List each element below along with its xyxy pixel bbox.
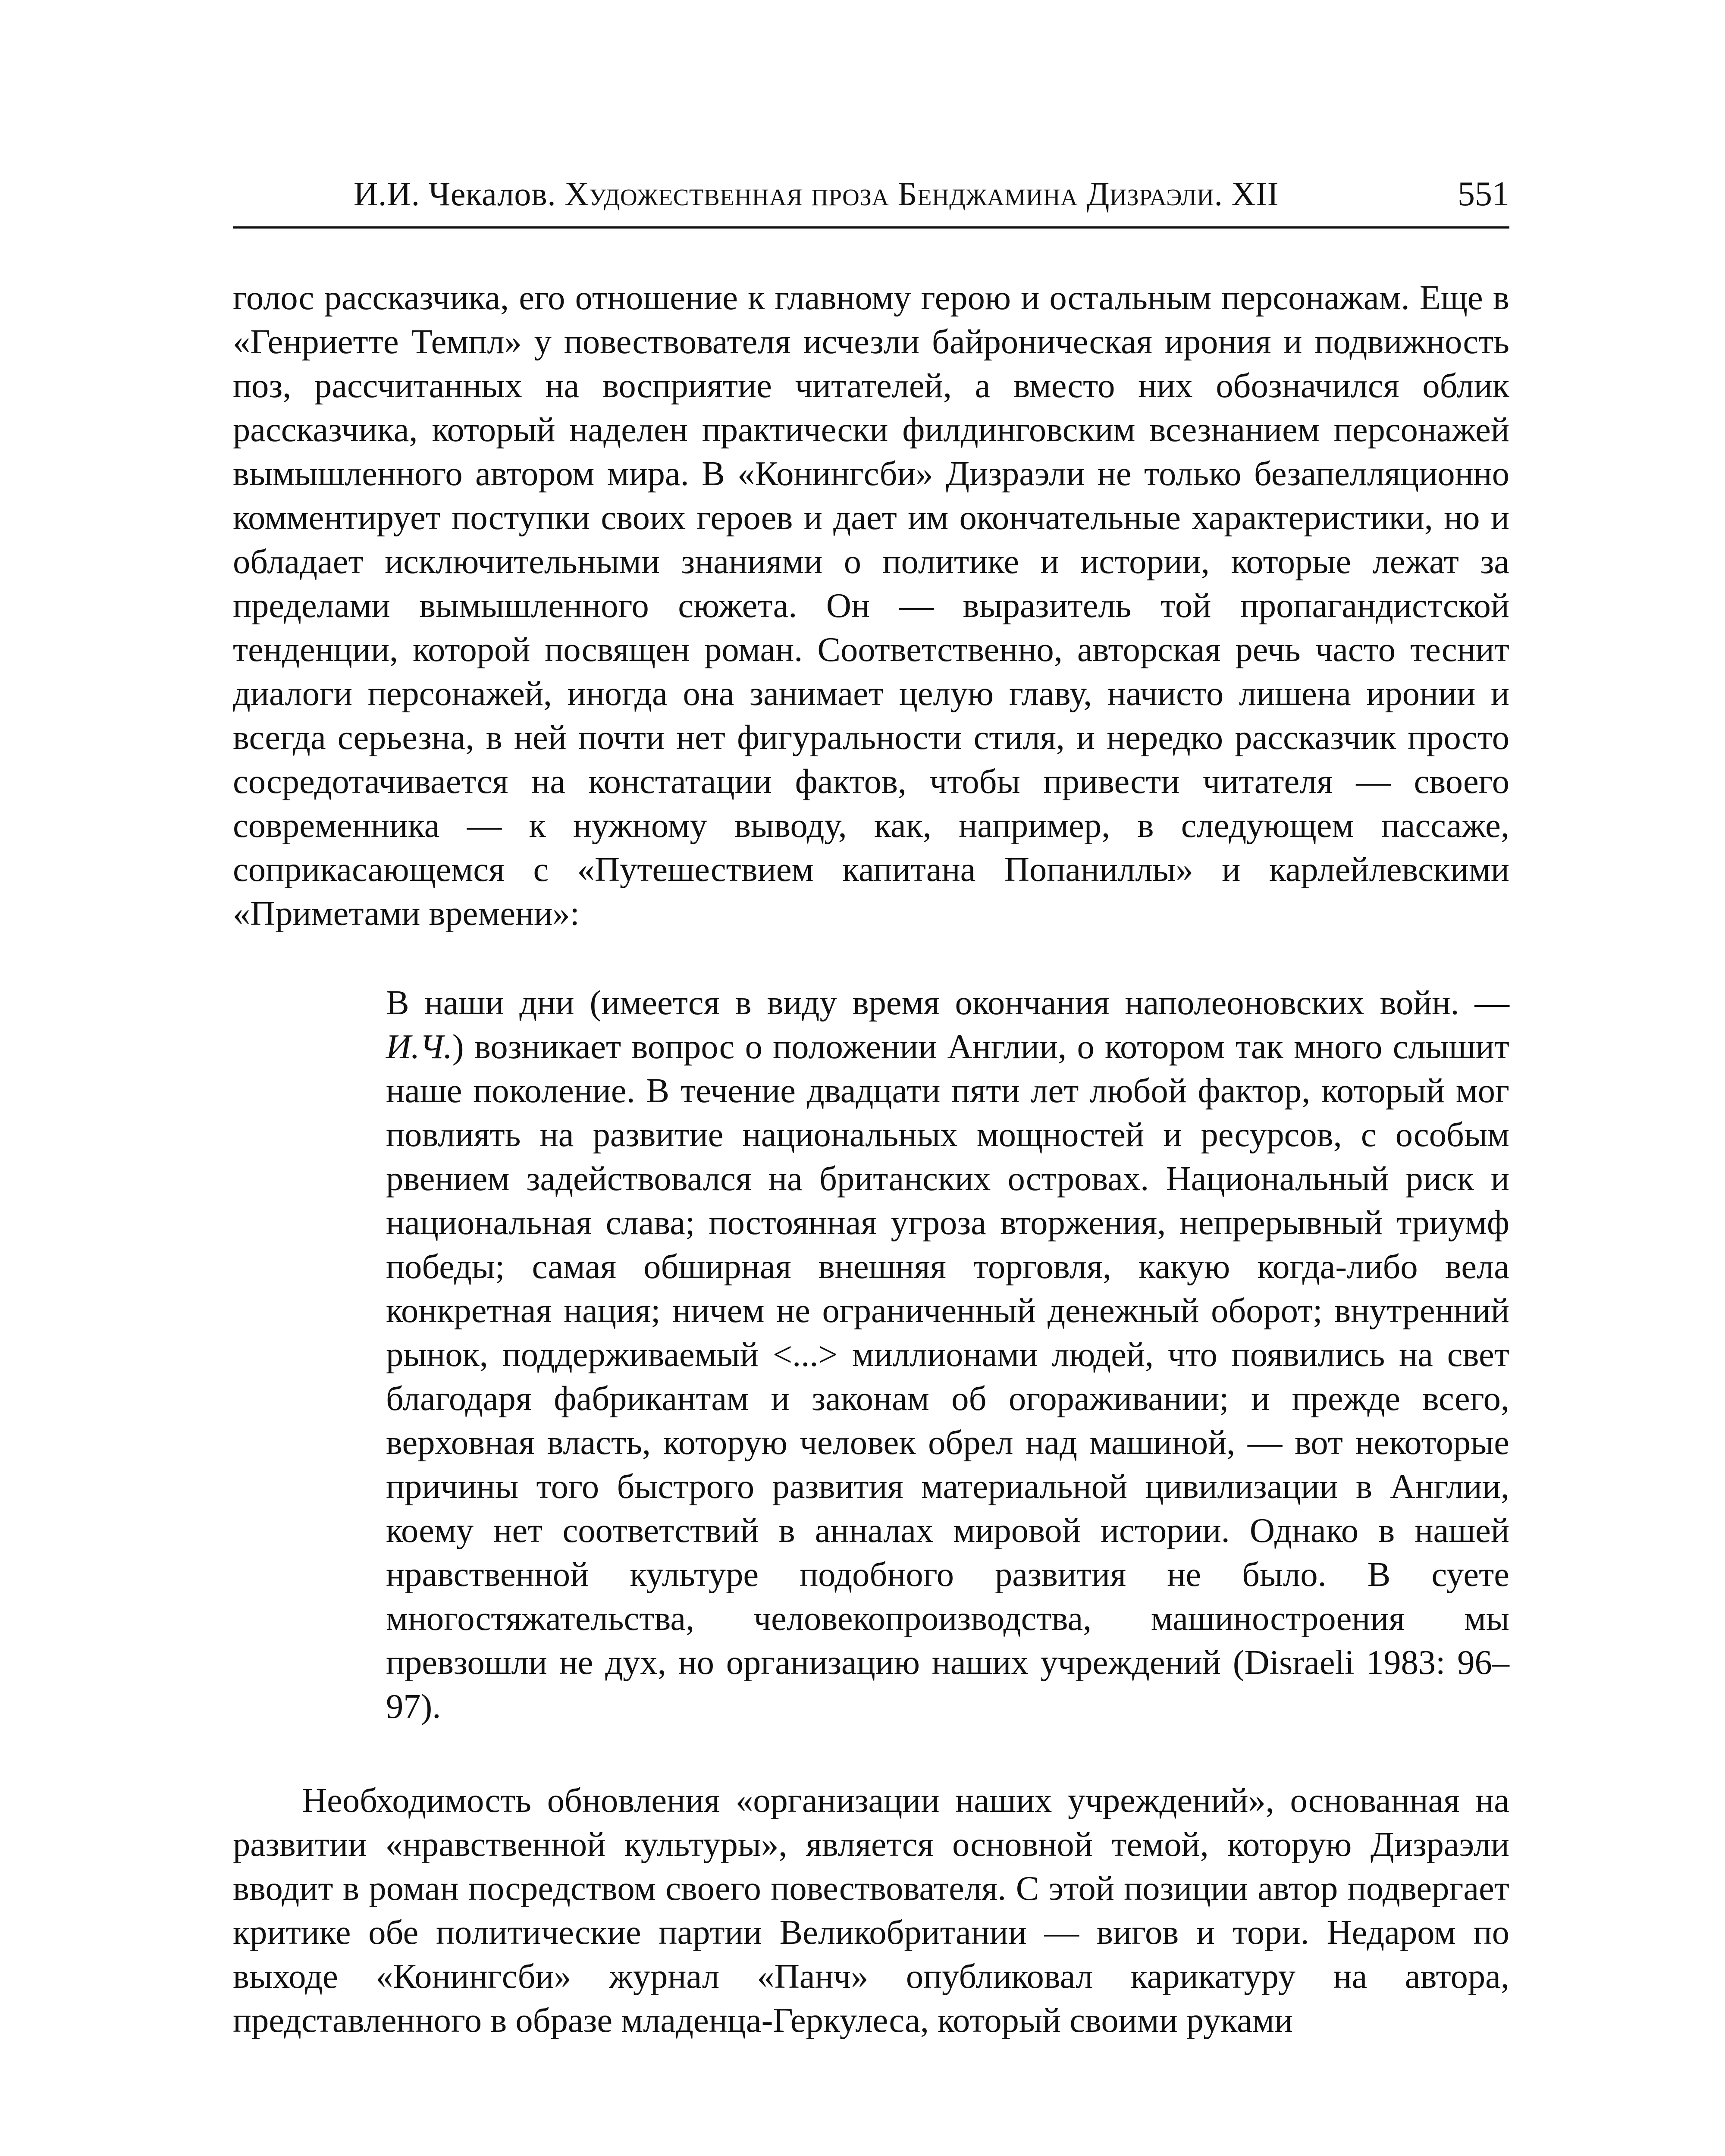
page-number: 551 <box>1458 175 1509 213</box>
header-title <box>354 170 1279 218</box>
running-header <box>233 170 1509 229</box>
paragraph-1 <box>233 276 1509 936</box>
paragraph-1-text: голос рассказчика, его отношение к главному герою и остальным персонажам. Еще в «Генриетте Темпл» у повествователя исчезли байроническая ирония и подвижность поз, рассчитанных на восприятие читателей, а вместо них обозначился облик рассказчика, который наделен практически филдинговским всезнанием персонажей вымышленного автором мира. В «Конингсби» Дизраэли не только безапелляционно комментирует поступки своих героев и дает им окончательные характеристики, но и обладает исключительными знаниями о политике и истории, которые лежат за пределами вымышленного сюжета. Он — выразитель той пропагандистской тенденции, которой посвящен роман. Соответственно, авторская речь часто теснит диалоги персонажей, иногда она занимает целую главу, начисто лишена иронии и всегда серьезна, в ней почти нет фигуральности стиля, и нередко рассказчик просто сосредотачивается на констатации фактов, чтобы привести читателя — своего современника — к нужному выводу, как, например, в следующем пассаже, соприкасающемся с «Путешествием капитана Попаниллы» и карлейлевскими «Приметами времени»: <box>233 279 1509 933</box>
quote-text-start: В наши дни (имеется в виду время окончания наполеоновских войн. — <box>386 984 1509 1022</box>
block-quote <box>386 981 1509 1729</box>
quote-initials: И.Ч. <box>386 1028 452 1066</box>
paragraph-2-text: Необходимость обновления «организации наших учреждений», основанная на развитии «нравственной культуры», является основной темой, которую Дизраэли вводит в роман посредством своего повествователя. С этой позиции автор подвергает критике обе политические партии Великобритании — вигов и тори. Недаром по выходе «Конингсби» журнал «Панч» опубликовал карикатуру на автора, представленного в образе младенца-Геркулеса, который своими руками <box>233 1781 1509 2040</box>
header-book-title: Художественная проза Бенджамина Дизраэли. XII <box>565 175 1279 213</box>
header-author: И.И. Чекалов. <box>354 175 556 213</box>
block-quote-text <box>386 981 1509 1729</box>
quote-text-rest: ) возникает вопрос о положении Англии, о котором так много слышит наше поколение. В течение двадцати пяти лет любой фактор, который мог повлиять на развитие национальных мощностей и ресурсов, с особым рвением задействовался на британских островах. Национальный риск и национальная слава; постоянная угроза вторжения, непрерывный триумф победы; самая обширная внешняя торговля, какую когда-либо вела конкретная нация; ничем не ограниченный денежный оборот; внутренний рынок, поддерживаемый <...> миллионами людей, что появились на свет благодаря фабрикантам и законам об огораживании; и прежде всего, верховная власть, которую человек обрел над машиной, — вот некоторые причины того быстрого развития материальной цивилизации в Англии, коему нет соответствий в анналах мировой истории. Однако в нашей нравственной культуре подобного развития не было. В суете многостяжательства, человекопроизводства, машиностроения мы превзошли не дух, но организацию наших учреждений (Disraeli 1983: 96–97). <box>386 1028 1509 1726</box>
book-page <box>233 0 1509 2156</box>
paragraph-2 <box>233 1779 1509 2043</box>
